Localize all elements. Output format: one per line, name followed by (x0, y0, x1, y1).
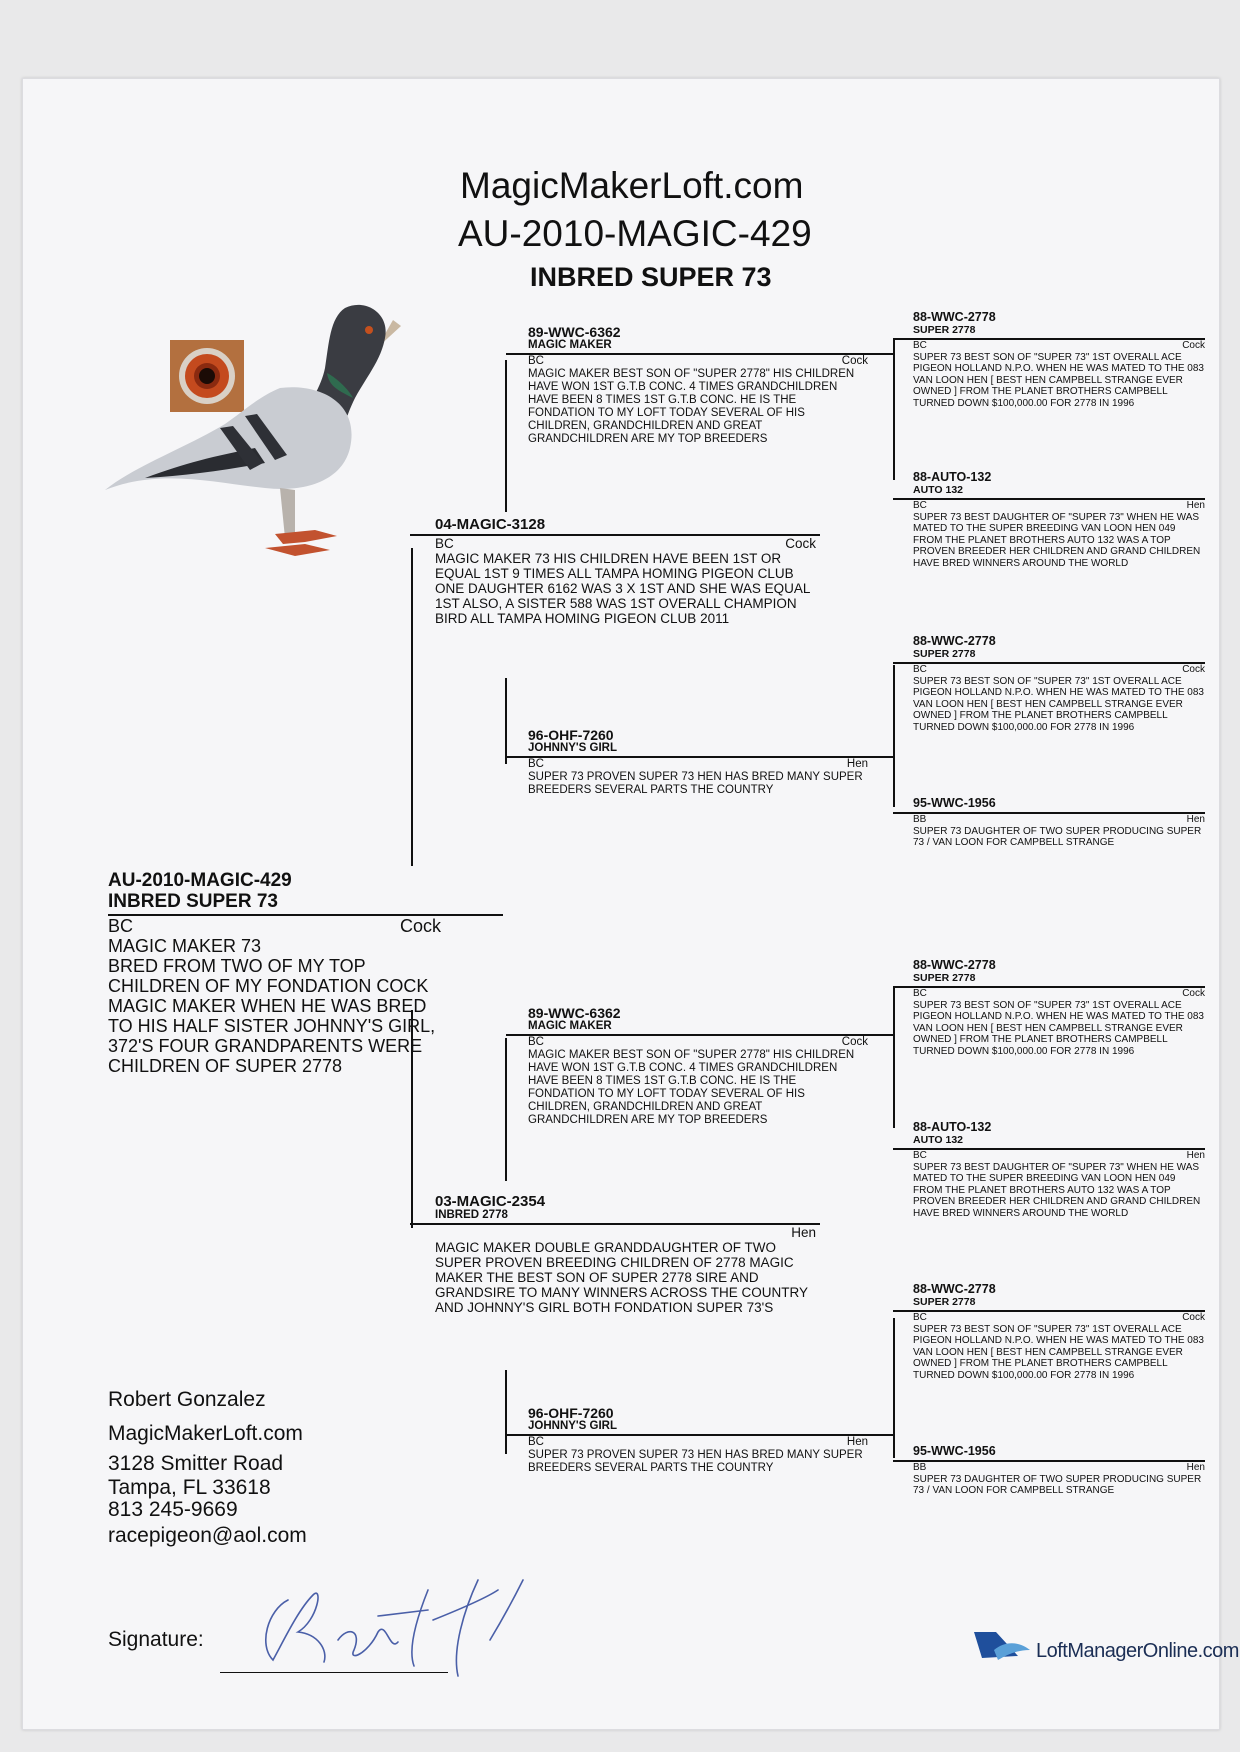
great-grandparent-name: SUPER 2778 (913, 648, 976, 660)
great-grandparent-band: 95-WWC-1956 (913, 1444, 996, 1458)
contact-email: racepigeon@aol.com (108, 1524, 307, 1547)
great-grandparent-notes: SUPER 73 BEST SON OF "SUPER 73" 1ST OVERALL ACE PIGEON HOLLAND N.P.O. WHEN HE WAS MATED TO THE 083 VAN LOON HEN [ BEST HEN CAMPBELL STRANGE EVER OWNED ] FROM THE PLANET BROTHERS CAMPBELL TURNED DOWN $100,000.00 FOR 2778 IN 1996 (913, 1323, 1204, 1381)
pedigree-connector (505, 1370, 507, 1454)
great-grandparent-color: BC (913, 988, 927, 999)
breeder-name: Robert Gonzalez (108, 1388, 266, 1411)
grandparent-name: JOHNNY'S GIRL (528, 742, 617, 754)
grandparent-color: BC (528, 758, 544, 770)
signature-handwriting (228, 1550, 528, 1680)
sire-color: BC (435, 536, 454, 551)
great-grandparent-sex: Hen (1186, 1462, 1205, 1473)
great-grandparent-sex: Cock (1182, 988, 1205, 999)
great-grandparent-notes: SUPER 73 BEST DAUGHTER OF "SUPER 73" WHEN HE WAS MATED TO THE SUPER BREEDING VAN LOON HEN 049 FROM THE PLANET BROTHERS AUTO 132 WAS A TOP PROVEN BREEDER HER CHILDREN AND GRAND CHILDREN HAVE BRED WINNERS AROUND THE WORLD (913, 511, 1201, 569)
subject-band: AU-2010-MAGIC-429 (108, 870, 292, 891)
great-grandparent-underline (893, 986, 1205, 988)
great-grandparent-name: AUTO 132 (913, 484, 963, 496)
grandparent-entry (528, 1405, 868, 1475)
loftmanager-logo-icon (972, 1628, 1032, 1664)
pedigree-connector (505, 1038, 507, 1181)
great-grandparent-underline (893, 812, 1205, 814)
subject-color: BC (108, 916, 134, 936)
pedigree-connector (893, 988, 895, 1128)
great-grandparent-band: 95-WWC-1956 (913, 796, 996, 810)
great-grandparent-band: 88-WWC-2778 (913, 310, 996, 324)
great-grandparent-underline (893, 662, 1205, 664)
grandparent-notes: SUPER 73 PROVEN SUPER 73 HEN HAS BRED MANY SUPER BREEDERS SEVERAL PARTS THE COUNTRY (528, 1449, 863, 1474)
great-grandparent-name: SUPER 2778 (913, 324, 976, 336)
great-grandparent-color: BC (913, 664, 927, 675)
great-grandparent-color: BC (913, 340, 927, 351)
grandparent-notes: SUPER 73 PROVEN SUPER 73 HEN HAS BRED MANY SUPER BREEDERS SEVERAL PARTS THE COUNTRY (528, 771, 863, 796)
grandparent-sex: Cock (841, 355, 868, 367)
great-grandparent-name: AUTO 132 (913, 1134, 963, 1146)
great-grandparent-sex: Cock (1182, 664, 1205, 675)
grandparent-entry (528, 324, 868, 446)
dam-band: 03-MAGIC-2354 (435, 1193, 546, 1210)
subject-underline (108, 914, 503, 916)
grandparent-sex: Cock (841, 1036, 868, 1048)
great-grandparent-color: BB (913, 1462, 927, 1473)
great-grandparent-underline (893, 1310, 1205, 1312)
great-grandparent-sex: Hen (1186, 1150, 1205, 1161)
footer-logo-text: LoftManagerOnline.com (1036, 1640, 1239, 1662)
great-grandparent-band: 88-WWC-2778 (913, 1282, 996, 1296)
great-grandparent-entry (913, 1282, 1205, 1381)
great-grandparent-band: 88-WWC-2778 (913, 958, 996, 972)
great-grandparent-name: SUPER 2778 (913, 1296, 976, 1308)
great-grandparent-entry (913, 958, 1205, 1057)
sire-sex: Cock (785, 536, 816, 551)
great-grandparent-notes: SUPER 73 BEST SON OF "SUPER 73" 1ST OVERALL ACE PIGEON HOLLAND N.P.O. WHEN HE WAS MATED TO THE 083 VAN LOON HEN [ BEST HEN CAMPBELL STRANGE EVER OWNED ] FROM THE PLANET BROTHERS CAMPBELL TURNED DOWN $100,000.00 FOR 2778 IN 1996 (913, 675, 1204, 733)
contact-site: MagicMakerLoft.com (108, 1422, 303, 1445)
great-grandparent-color: BC (913, 1312, 927, 1323)
contact-city: Tampa, FL 33618 (108, 1476, 271, 1499)
grandparent-band: 89-WWC-6362 (528, 324, 621, 340)
grandparent-underline (506, 353, 894, 355)
contact-street: 3128 Smitter Road (108, 1452, 284, 1475)
pedigree-connector (411, 548, 413, 866)
great-grandparent-entry (913, 1444, 1205, 1497)
pedigree-connector (893, 1318, 895, 1458)
grandparent-name: JOHNNY'S GIRL (528, 1420, 617, 1432)
sire-band: 04-MAGIC-3128 (435, 516, 546, 533)
contact-phone: 813 245-9669 (108, 1498, 238, 1521)
great-grandparent-entry (913, 470, 1205, 569)
great-grandparent-underline (893, 338, 1205, 340)
great-grandparent-band: 88-WWC-2778 (913, 634, 996, 648)
grandparent-color: BC (528, 355, 544, 367)
grandparent-sex: Hen (846, 1436, 868, 1448)
pedigree-connector (893, 340, 895, 480)
dam-underline (410, 1223, 820, 1225)
great-grandparent-underline (893, 1460, 1205, 1462)
great-grandparent-notes: SUPER 73 BEST DAUGHTER OF "SUPER 73" WHEN HE WAS MATED TO THE SUPER BREEDING VAN LOON HEN 049 FROM THE PLANET BROTHERS AUTO 132 WAS A TOP PROVEN BREEDER HER CHILDREN AND GRAND CHILDREN HAVE BRED WINNERS AROUND THE WORLD (913, 1161, 1201, 1219)
subject-entry (108, 870, 503, 1076)
great-grandparent-notes: SUPER 73 BEST SON OF "SUPER 73" 1ST OVERALL ACE PIGEON HOLLAND N.P.O. WHEN HE WAS MATED TO THE 083 VAN LOON HEN [ BEST HEN CAMPBELL STRANGE EVER OWNED ] FROM THE PLANET BROTHERS CAMPBELL TURNED DOWN $100,000.00 FOR 2778 IN 1996 (913, 999, 1204, 1057)
great-grandparent-color: BC (913, 500, 927, 511)
grandparent-underline (506, 1034, 894, 1036)
dam-entry (435, 1195, 820, 1315)
great-grandparent-entry (913, 1120, 1205, 1219)
grandparent-name: MAGIC MAKER (528, 1020, 612, 1032)
grandparent-notes: MAGIC MAKER BEST SON OF "SUPER 2778" HIS CHILDREN HAVE WON 1ST G.T.B CONC. 4 TIMES GRANDCHILDREN HAVE BEEN 8 TIMES 1ST G.T.B CONC. HE IS THE FONDATION TO MY LOFT TODAY SEVERAL OF HIS CHILDREN, GRANDCHILDREN AND GREAT GRANDCHILDREN ARE MY TOP BREEDERS (528, 1049, 855, 1126)
sire-underline (410, 534, 820, 536)
great-grandparent-notes: SUPER 73 DAUGHTER OF TWO SUPER PRODUCING SUPER 73 / VAN LOON FOR CAMPBELL STRANGE (913, 1473, 1202, 1496)
great-grandparent-sex: Hen (1186, 814, 1205, 825)
pedigree-connector (893, 665, 895, 807)
sire-entry (435, 518, 820, 626)
grandparent-entry (528, 1005, 868, 1127)
grandparent-band: 89-WWC-6362 (528, 1005, 621, 1021)
grandparent-entry (528, 727, 868, 797)
grandparent-notes: MAGIC MAKER BEST SON OF "SUPER 2778" HIS CHILDREN HAVE WON 1ST G.T.B CONC. 4 TIMES GRANDCHILDREN HAVE BEEN 8 TIMES 1ST G.T.B CONC. HE IS THE FONDATION TO MY LOFT TODAY SEVERAL OF HIS CHILDREN, GRANDCHILDREN AND GREAT GRANDCHILDREN ARE MY TOP BREEDERS (528, 368, 855, 445)
grandparent-name: MAGIC MAKER (528, 339, 612, 351)
great-grandparent-band: 88-AUTO-132 (913, 470, 992, 484)
great-grandparent-sex: Cock (1182, 1312, 1205, 1323)
great-grandparent-entry (913, 310, 1205, 409)
great-grandparent-entry (913, 634, 1205, 733)
great-grandparent-color: BC (913, 1150, 927, 1161)
grandparent-underline (506, 756, 894, 758)
great-grandparent-name: SUPER 2778 (913, 972, 976, 984)
subject-sex: Cock (399, 916, 441, 936)
great-grandparent-color: BB (913, 814, 927, 825)
great-grandparent-notes: SUPER 73 DAUGHTER OF TWO SUPER PRODUCING SUPER 73 / VAN LOON FOR CAMPBELL STRANGE (913, 825, 1202, 848)
grandparent-band: 96-OHF-7260 (528, 1405, 614, 1421)
grandparent-color: BC (528, 1036, 544, 1048)
pigeon-photo (105, 298, 405, 568)
site-title: MagicMakerLoft.com (460, 165, 804, 206)
dam-sex: Hen (791, 1225, 816, 1240)
great-grandparent-entry (913, 796, 1205, 849)
great-grandparent-underline (893, 498, 1205, 500)
great-grandparent-notes: SUPER 73 BEST SON OF "SUPER 73" 1ST OVERALL ACE PIGEON HOLLAND N.P.O. WHEN HE WAS MATED TO THE 083 VAN LOON HEN [ BEST HEN CAMPBELL STRANGE EVER OWNED ] FROM THE PLANET BROTHERS CAMPBELL TURNED DOWN $100,000.00 FOR 2778 IN 1996 (913, 351, 1204, 409)
subtitle: INBRED SUPER 73 (530, 262, 772, 292)
subject-line1: MAGIC MAKER 73 (108, 936, 262, 956)
dam-name: INBRED 2778 (435, 1209, 508, 1221)
subject-name: INBRED SUPER 73 (108, 891, 278, 912)
pedigree-connector (505, 678, 507, 764)
great-grandparent-sex: Hen (1186, 500, 1205, 511)
grandparent-underline (506, 1434, 894, 1436)
great-grandparent-underline (893, 1148, 1205, 1150)
grandparent-sex: Hen (846, 758, 868, 770)
grandparent-color: BC (528, 1436, 544, 1448)
pedigree-connector (505, 360, 507, 512)
ring-number-title: AU-2010-MAGIC-429 (458, 213, 812, 254)
great-grandparent-sex: Cock (1182, 340, 1205, 351)
signature-label: Signature: (108, 1628, 204, 1651)
grandparent-band: 96-OHF-7260 (528, 727, 614, 743)
sire-notes: MAGIC MAKER 73 HIS CHILDREN HAVE BEEN 1ST OR EQUAL 1ST 9 TIMES ALL TAMPA HOMING PIGEON CLUB ONE DAUGHTER 6162 WAS 3 X 1ST AND SHE WAS EQUAL 1ST ALSO, A SISTER 588 WAS 1ST OVERALL CHAMPION BIRD ALL TAMPA HOMING PIGEON CLUB 2011 (435, 551, 810, 626)
great-grandparent-band: 88-AUTO-132 (913, 1120, 992, 1134)
subject-notes: BRED FROM TWO OF MY TOP CHILDREN OF MY FONDATION COCK MAGIC MAKER WHEN HE WAS BRED TO HIS HALF SISTER JOHNNY'S GIRL, 372'S FOUR GRANDPARENTS WERE CHILDREN OF SUPER 2778 (108, 956, 436, 1076)
dam-notes: MAGIC MAKER DOUBLE GRANDDAUGHTER OF TWO SUPER PROVEN BREEDING CHILDREN OF 2778 MAGIC MAKER THE BEST SON OF SUPER 2778 SIRE AND GRANDSIRE TO MANY WINNERS ACROSS THE COUNTRY AND JOHNNY'S GIRL BOTH FONDATION SUPER 73'S (435, 1240, 808, 1315)
